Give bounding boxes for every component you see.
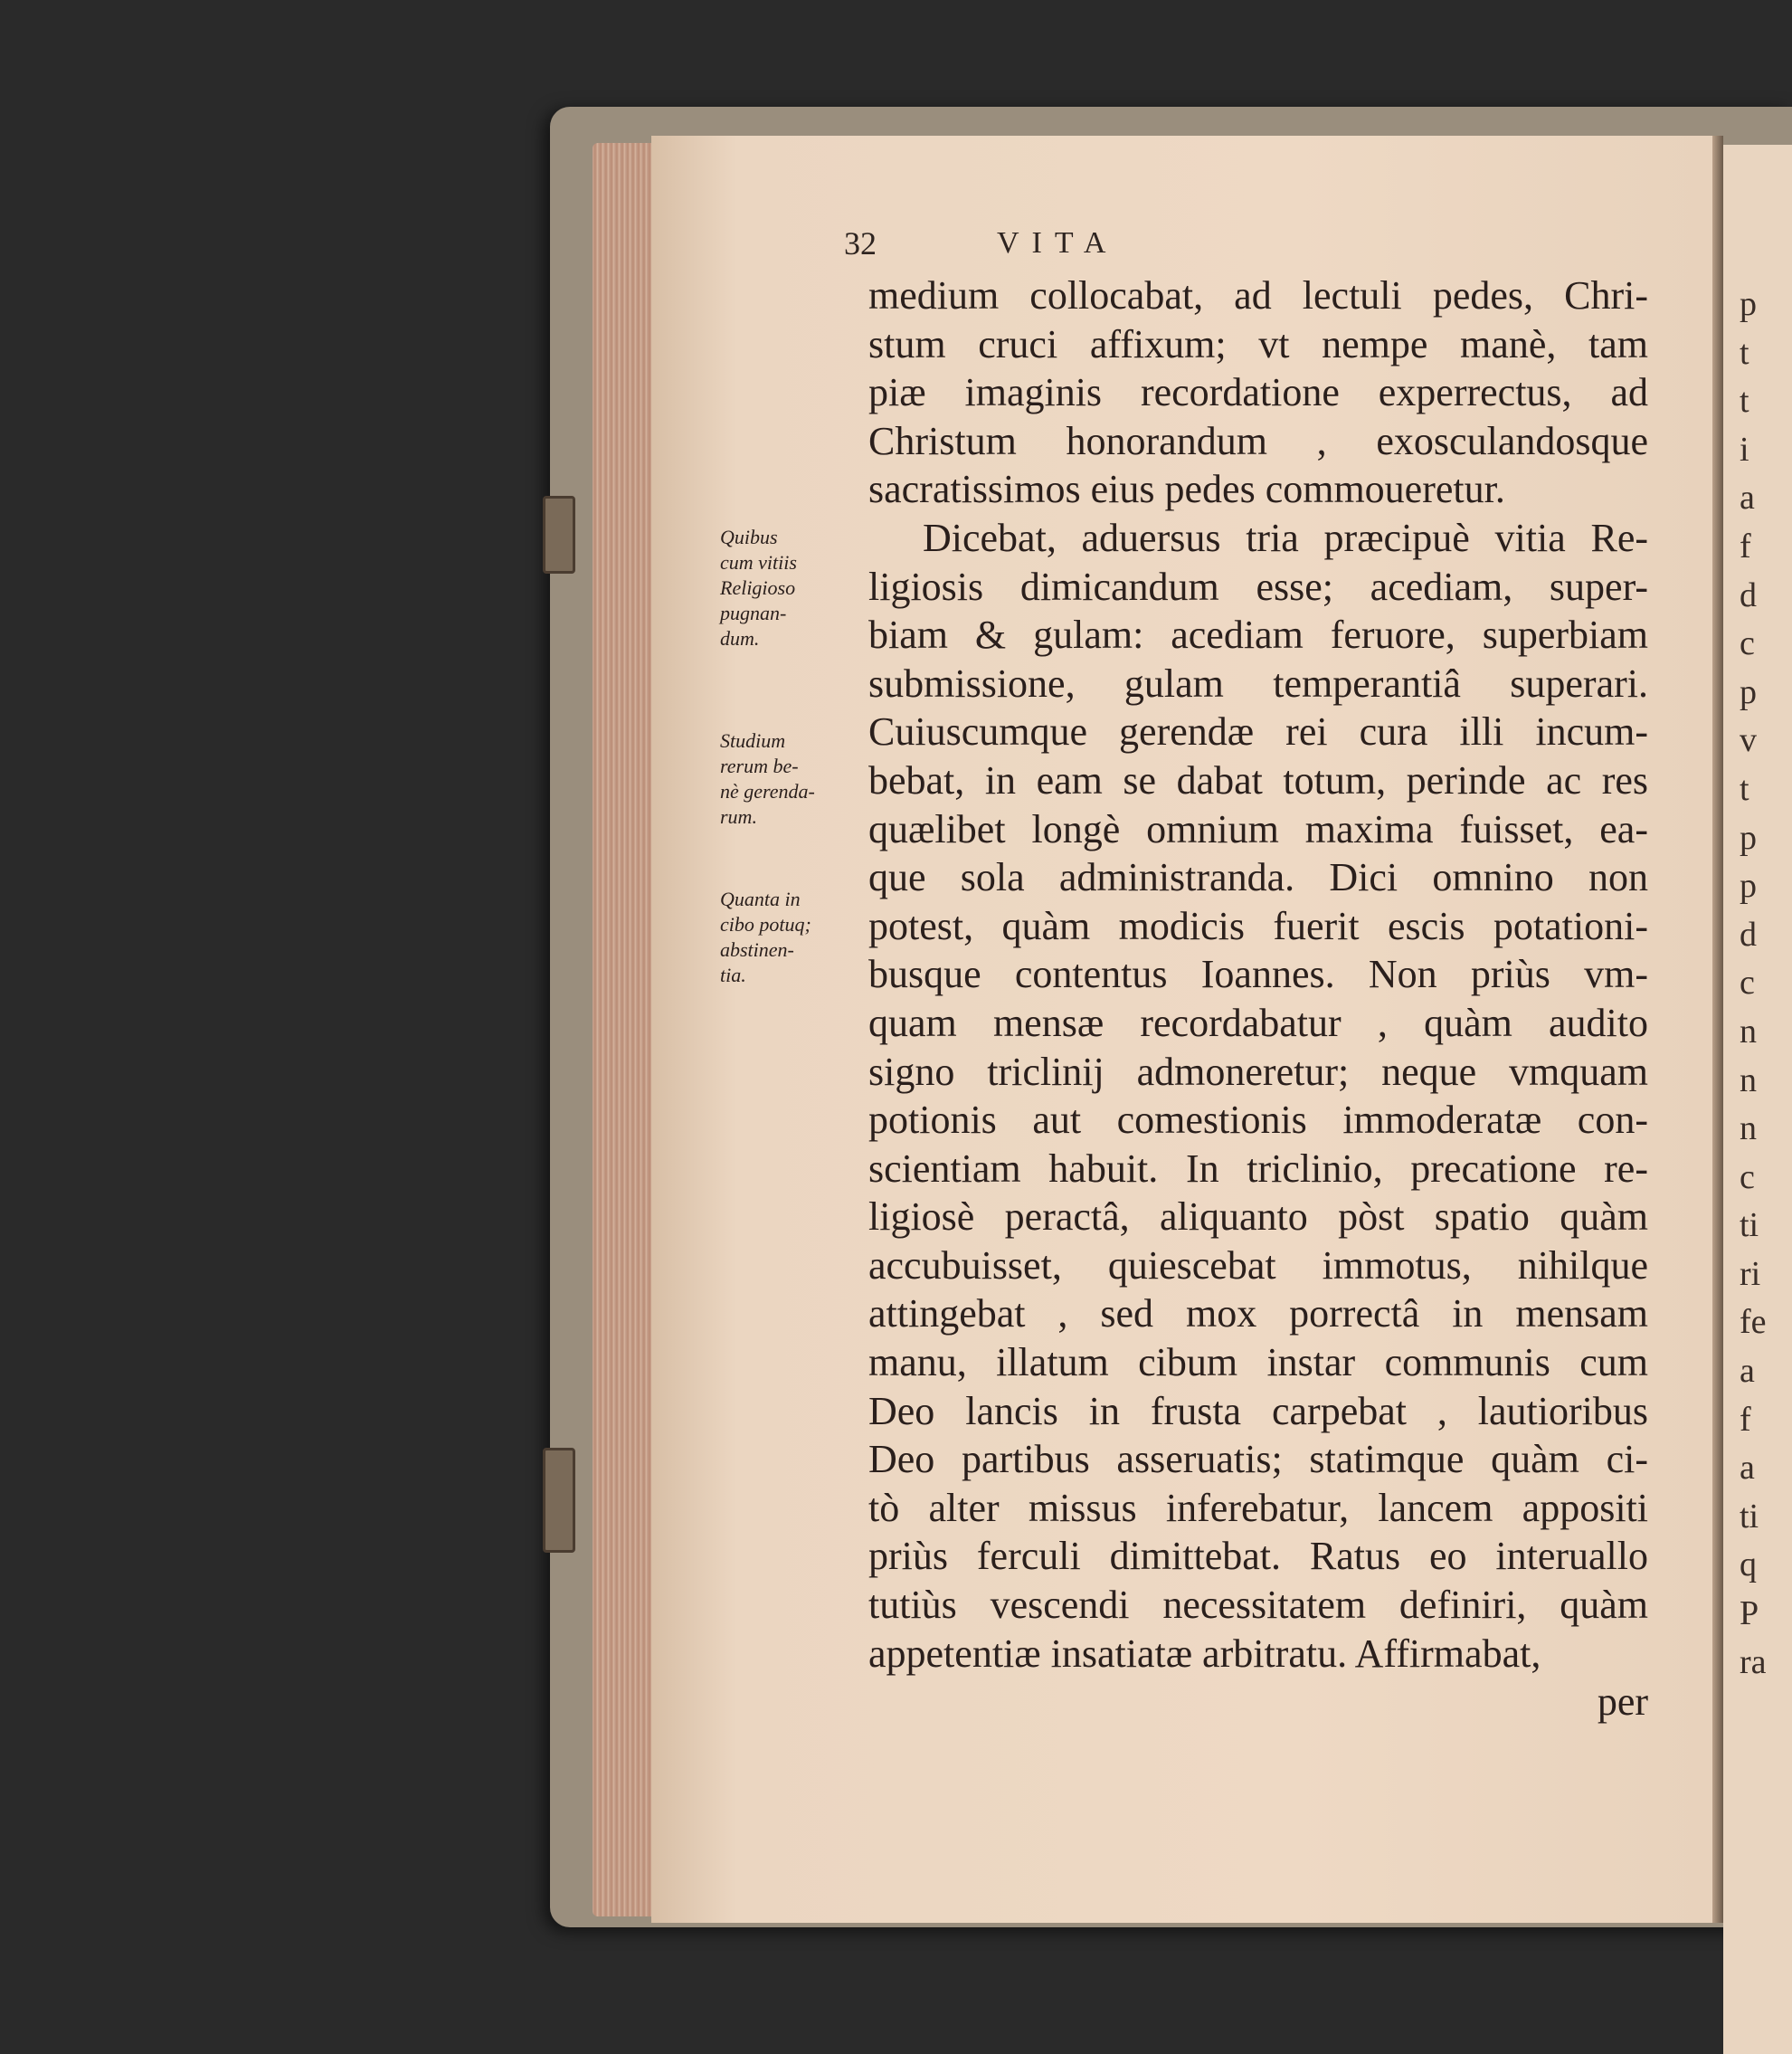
facing-page-letter: a — [1740, 1449, 1755, 1488]
text-line: manu, illatum cibum instar communis cum — [868, 1340, 1648, 1385]
facing-page-letter: f — [1740, 527, 1751, 566]
margin-note-line: Religioso — [720, 576, 796, 599]
facing-page-letter: P — [1740, 1594, 1759, 1633]
facing-page-letter: c — [1740, 964, 1755, 1003]
facing-page-letter: p — [1740, 867, 1757, 906]
facing-page-letter: t — [1740, 333, 1749, 372]
text-line: tutiùs vescendi necessitatem definiri, quàm — [868, 1583, 1648, 1628]
text-line: quælibet longè omnium maxima fuisset, ea- — [868, 806, 1648, 851]
margin-note — [720, 525, 797, 651]
text-line: quam mensæ recordabatur , quàm audito — [868, 1000, 1648, 1045]
page-number: 32 — [844, 225, 877, 262]
margin-note-line: nè gerenda- — [720, 780, 815, 803]
text-line: Deo partibus asseruatis; statimque quàm ci- — [868, 1437, 1648, 1482]
text-line: stum cruci affixum; vt nempe manè, tam — [868, 321, 1648, 366]
text-line: ligiosis dimicandum esse; acediam, super- — [868, 564, 1648, 609]
text-line: potest, quàm modicis fuerit escis potationi- — [868, 903, 1648, 948]
facing-page-letter: ri — [1740, 1254, 1761, 1293]
margin-note-line: Studium — [720, 729, 786, 752]
text-line: sacratissimos eius pedes commoueretur. — [868, 467, 1505, 512]
text-line: priùs ferculi dimittebat. Ratus eo interuallo — [868, 1534, 1648, 1579]
text-line: Christum honorandum , exosculandosque — [868, 418, 1648, 463]
text-line: Dicebat, aduersus tria præcipuè vitia Re- — [923, 515, 1648, 560]
margin-note — [720, 887, 811, 988]
margin-note-line: cum vitiis — [720, 551, 797, 574]
margin-note-line: abstinen- — [720, 938, 794, 961]
text-line: signo triclinij admoneretur; neque vmquam — [868, 1049, 1648, 1094]
catchword: per — [1597, 1679, 1648, 1725]
facing-page-letter: d — [1740, 915, 1757, 954]
margin-note-line: rum. — [720, 805, 757, 828]
gutter — [1712, 136, 1723, 1923]
facing-page-letter: n — [1740, 1060, 1757, 1099]
text-line: ligiosè peractâ, aliquanto pòst spatio quàm — [868, 1194, 1648, 1240]
margin-note-line: pugnan- — [720, 602, 787, 624]
text-line: scientiam habuit. In triclinio, precatione re- — [868, 1146, 1648, 1191]
text-line: busque contentus Ioannes. Non priùs vm- — [868, 952, 1648, 997]
text-line: piæ imaginis recordatione experrectus, ad — [868, 370, 1648, 415]
text-line: submissione, gulam temperantiâ superari. — [868, 661, 1648, 706]
margin-note-line: Quibus — [720, 526, 778, 548]
running-title: VITA — [997, 226, 1119, 260]
facing-page-letter: p — [1740, 672, 1757, 711]
facing-page-letter: t — [1740, 769, 1749, 808]
text-line: que sola administranda. Dici omnino non — [868, 855, 1648, 900]
text-line: biam & gulam: acediam feruore, superbiam — [868, 613, 1648, 658]
facing-page-letter: c — [1740, 624, 1755, 663]
clasp-top — [543, 496, 575, 574]
facing-page-fragment — [1723, 145, 1792, 2054]
facing-page-letter: i — [1740, 430, 1749, 469]
facing-page-letter: t — [1740, 382, 1749, 421]
facing-page-letter: v — [1740, 721, 1757, 760]
text-line: medium collocabat, ad lectuli pedes, Chri- — [868, 273, 1648, 318]
margin-note-line: cibo potuq; — [720, 913, 811, 936]
text-line: Deo lancis in frusta carpebat , lautioribus — [868, 1388, 1648, 1433]
page-header — [0, 224, 1792, 270]
facing-page-letter: n — [1740, 1012, 1757, 1051]
margin-note — [720, 728, 815, 830]
text-line: tò alter missus inferebatur, lancem appositi — [868, 1485, 1648, 1530]
text-line: potionis aut comestionis immoderatæ con- — [868, 1098, 1648, 1143]
margin-note-line: rerum be- — [720, 755, 799, 777]
text-line: accubuisset, quiescebat immotus, nihilque — [868, 1242, 1648, 1288]
facing-page-letter: a — [1740, 479, 1755, 518]
body-text — [868, 271, 1648, 1726]
text-line: attingebat , sed mox porrectâ in mensam — [868, 1291, 1648, 1336]
clasp-bottom — [543, 1448, 575, 1553]
margin-note-line: dum. — [720, 627, 760, 650]
facing-page-letter: f — [1740, 1400, 1751, 1439]
facing-page-letter: n — [1740, 1109, 1757, 1148]
text-line: Cuiuscumque gerendæ rei cura illi incum- — [868, 709, 1648, 755]
margin-note-line: Quanta in — [720, 888, 801, 910]
facing-page-letter: ti — [1740, 1497, 1759, 1536]
facing-page-letter: p — [1740, 285, 1757, 323]
facing-page-letter: a — [1740, 1352, 1755, 1391]
facing-page-letter: ti — [1740, 1206, 1759, 1245]
facing-page-letter: d — [1740, 575, 1757, 614]
facing-page-letter: q — [1740, 1545, 1757, 1584]
facing-page-letter: ra — [1740, 1642, 1767, 1681]
margin-note-line: tia. — [720, 964, 746, 986]
facing-page-letter: fe — [1740, 1303, 1767, 1342]
text-line: bebat, in eam se dabat totum, perinde ac res — [868, 757, 1648, 803]
text-line: appetentiæ insatiatæ arbitratu. Affirmabat, — [868, 1631, 1541, 1676]
facing-page-letter: c — [1740, 1157, 1755, 1196]
facing-page-letter: p — [1740, 818, 1757, 857]
page-edges — [593, 143, 658, 1916]
